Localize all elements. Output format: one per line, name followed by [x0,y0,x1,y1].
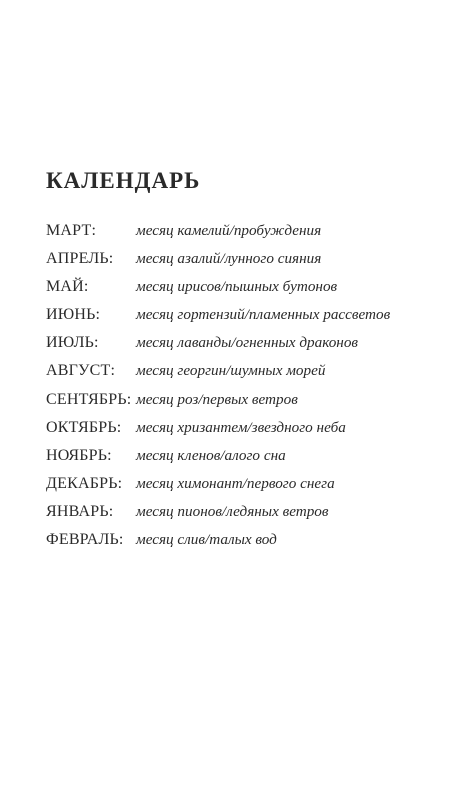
calendar-row-april [46,250,456,278]
month-description: месяц ирисов/пышных бутонов [136,278,338,296]
calendar-row-august [46,362,456,390]
month-name: ИЮЛЬ: [46,334,99,352]
calendar-row-march [46,222,456,250]
month-description: месяц химонант/первого снега [136,474,335,492]
month-name: АВГУСТ: [46,362,116,380]
month-description: месяц камелий/пробуждения [136,222,322,239]
calendar-row-september [46,391,456,419]
month-name: ФЕВРАЛЬ: [46,531,124,549]
month-name: ИЮНЬ: [46,306,101,324]
month-description: месяц лаванды/огненных драконов [136,334,359,352]
month-name: ЯНВАРЬ: [46,502,114,520]
month-name: СЕНТЯБРЬ: [46,390,132,408]
calendar-list [46,222,456,559]
calendar-row-december [46,475,456,503]
month-description: месяц пионов/ледяных ветров [136,502,329,520]
month-name: ОКТЯБРЬ: [46,418,122,436]
month-name: НОЯБРЬ: [46,446,112,464]
calendar-row-january [46,503,456,531]
month-description: месяц кленов/алого сна [136,446,286,464]
month-name: МАРТ: [46,222,97,239]
month-description: месяц георгин/шумных морей [136,362,326,380]
calendar-row-november [46,447,456,475]
month-description: месяц гортензий/пламенных рассветов [136,306,391,324]
calendar-row-october [46,419,456,447]
calendar-row-june [46,306,456,334]
month-description: месяц хризантем/звездного неба [136,418,346,436]
month-description: месяц азалий/лунного сияния [136,250,322,268]
month-description: месяц слив/талых вод [136,531,277,549]
calendar-row-july [46,334,456,362]
page-title: КАЛЕНДАРЬ [46,168,201,193]
month-description: месяц роз/первых ветров [136,390,298,408]
month-name: МАЙ: [46,278,89,296]
month-name: АПРЕЛЬ: [46,250,114,268]
calendar-row-february [46,531,456,559]
calendar-row-may [46,278,456,306]
month-name: ДЕКАБРЬ: [46,474,123,492]
